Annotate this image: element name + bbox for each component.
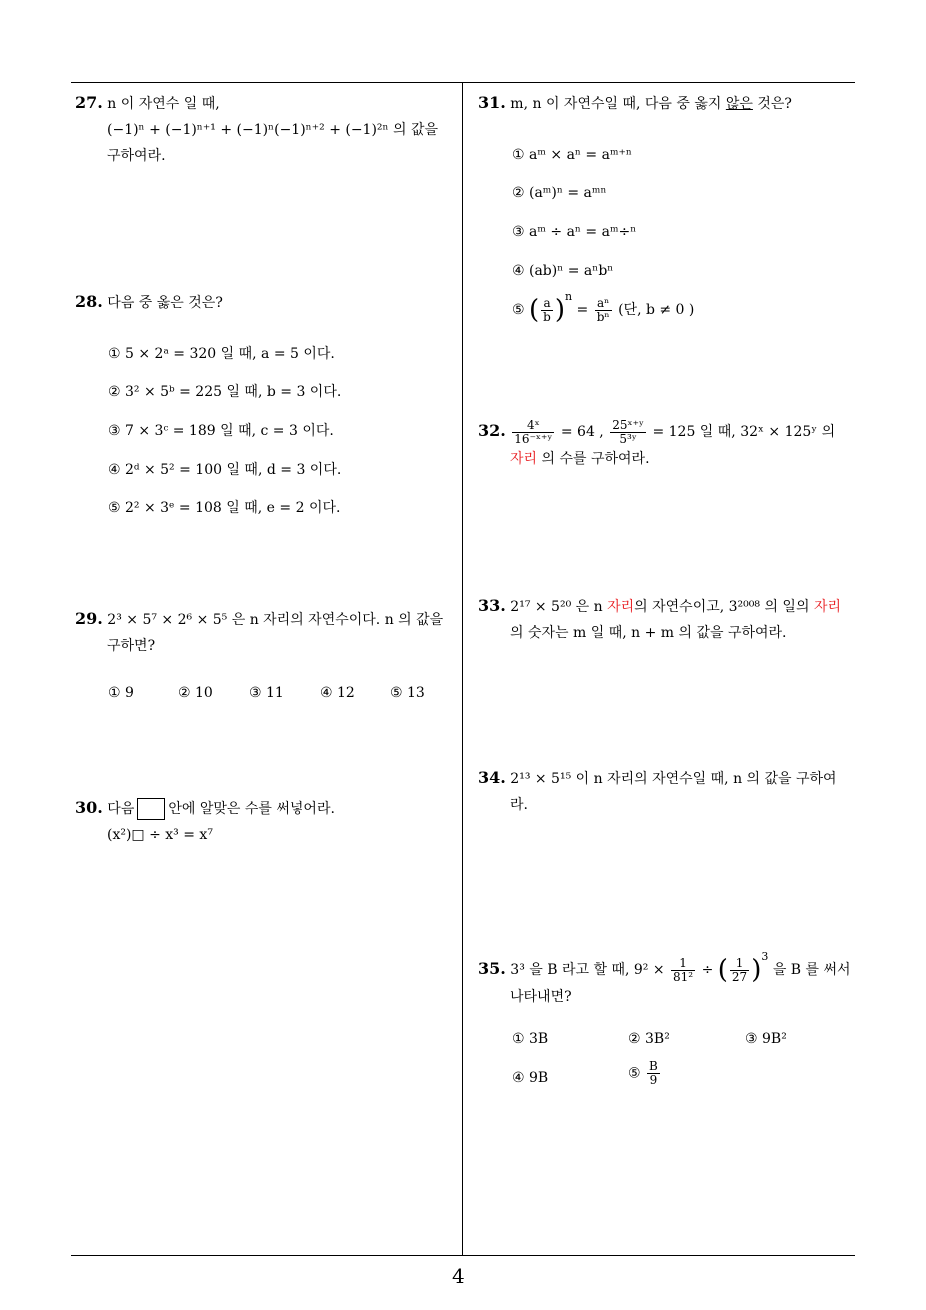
- question-number: 29.: [75, 609, 103, 628]
- right-paren: ): [554, 295, 566, 325]
- question-text: 2¹⁷ × 5²⁰ 은 n: [510, 599, 603, 615]
- fraction: [730, 957, 749, 984]
- question-text: 의 수를 구하여라.: [541, 450, 650, 467]
- denominator: 81²: [673, 969, 694, 984]
- option-1[interactable]: ① 5 × 2ᵃ = 320 일 때, a = 5 이다.: [108, 346, 335, 362]
- exponent: n: [565, 290, 573, 303]
- question-28: [75, 289, 460, 316]
- question-number: 34.: [478, 768, 506, 787]
- question-text: 다음: [107, 801, 135, 817]
- question-text: 다음 중 옳은 것은?: [107, 295, 223, 311]
- highlighted-word: 자리: [607, 599, 635, 615]
- question-text: 구하면?: [107, 638, 156, 654]
- highlighted-word: 자리: [510, 450, 538, 467]
- question-text: 2³ × 5⁷ × 2⁶ × 5⁵ 은 n 자리의 자연수이다. n 의 값을: [107, 612, 444, 628]
- option-5[interactable]: ⑤ 13: [390, 685, 425, 701]
- fraction: [671, 957, 695, 984]
- option-3[interactable]: ③ 7 × 3ᶜ = 189 일 때, c = 3 이다.: [108, 423, 334, 439]
- right-paren: ): [751, 955, 762, 985]
- question-number: 35.: [478, 959, 506, 978]
- numerator: 1: [671, 957, 695, 971]
- question-31: [478, 90, 858, 117]
- fraction: [541, 297, 553, 324]
- fraction: [512, 419, 554, 446]
- numerator: 1: [730, 957, 749, 971]
- option-2[interactable]: ② 10: [178, 685, 213, 701]
- question-27: [75, 90, 460, 169]
- question-text: = 64 ,: [560, 424, 604, 440]
- top-rule: [71, 82, 855, 83]
- denominator: 5³ʸ: [619, 431, 637, 446]
- question-number: 28.: [75, 292, 103, 311]
- option-5[interactable]: ⑤ 2² × 3ᵉ = 108 일 때, e = 2 이다.: [108, 500, 341, 516]
- denominator: 9: [649, 1073, 658, 1087]
- operator: ÷: [701, 962, 714, 978]
- question-29: [75, 606, 460, 659]
- left-paren: (: [717, 955, 728, 985]
- option-label: ⑤: [628, 1065, 641, 1082]
- question-text: 안에 알맞은 수를 써넣어라.: [168, 801, 335, 817]
- highlighted-word: 자리: [813, 599, 841, 615]
- option-1[interactable]: ① 9: [108, 685, 134, 701]
- question-number: 30.: [75, 798, 103, 817]
- option-3[interactable]: ③ 11: [249, 685, 284, 701]
- numerator: B: [649, 1059, 658, 1073]
- fraction: [610, 419, 646, 446]
- question-text: 나타내면?: [510, 988, 572, 1005]
- denominator: 16⁻ˣ⁺ʸ: [514, 431, 553, 446]
- left-paren: (: [529, 295, 540, 325]
- numerator: 4ˣ: [512, 419, 554, 433]
- option-4[interactable]: ④ (ab)ⁿ = aⁿbⁿ: [512, 263, 614, 279]
- question-text: = 125 일 때, 32ˣ × 125ʸ 의: [652, 424, 836, 440]
- option-label: ⑤: [512, 302, 525, 318]
- question-text: 3³ 을 B 라고 할 때, 9² ×: [510, 962, 665, 978]
- option-5[interactable]: ⑤ ( $\frac{a}{b}$ )$^n$ = $\frac{\text{aⁿ}}{\text{bⁿ}}$ (단, b ≠ 0 ): [512, 290, 695, 325]
- question-text: 을 B 를 써서: [772, 962, 851, 978]
- question-32: [478, 418, 863, 472]
- question-30: [75, 795, 460, 848]
- question-35: [478, 944, 863, 1010]
- option-5[interactable]: [628, 1060, 662, 1087]
- question-text: 라.: [510, 797, 528, 813]
- exponent: 3: [761, 950, 769, 963]
- bottom-rule: [71, 1255, 855, 1256]
- option-1[interactable]: ① 3B: [512, 1031, 549, 1047]
- option-2[interactable]: ② 3B²: [628, 1031, 670, 1047]
- fraction: [647, 1060, 660, 1087]
- underlined-word: 않은: [725, 96, 753, 112]
- numerator: aⁿ: [595, 297, 612, 311]
- option-4[interactable]: ④ 2ᵈ × 5² = 100 일 때, d = 3 이다.: [108, 462, 342, 478]
- fraction: [595, 297, 612, 324]
- denominator: 27: [731, 969, 748, 984]
- option-4[interactable]: ④ 9B: [512, 1070, 549, 1086]
- option-4[interactable]: ④ 12: [320, 685, 355, 701]
- question-text: 2¹³ × 5¹⁵ 이 n 자리의 자연수일 때, n 의 값을 구하여: [510, 771, 837, 787]
- question-text: 것은?: [752, 96, 792, 112]
- numerator: 25ˣ⁺ʸ: [612, 417, 644, 432]
- denominator: bⁿ: [596, 309, 610, 324]
- numerator: a: [541, 297, 553, 311]
- question-number: 33.: [478, 596, 506, 615]
- condition: (단, b ≠ 0 ): [618, 302, 695, 318]
- question-text: m, n 이 자연수일 때, 다음 중 옳지: [510, 96, 726, 112]
- question-34: [478, 765, 863, 818]
- option-3[interactable]: ③ aᵐ ÷ aⁿ = aᵐ÷ⁿ: [512, 224, 637, 240]
- question-text: 의 자연수이고, 3²⁰⁰⁸ 의 일의: [634, 599, 810, 615]
- question-33: [478, 593, 863, 646]
- question-text: 구하여라.: [107, 148, 166, 164]
- option-2[interactable]: ② (aᵐ)ⁿ = aᵐⁿ: [512, 185, 607, 201]
- question-number: 27.: [75, 93, 103, 112]
- column-divider: [462, 82, 463, 1256]
- option-3[interactable]: ③ 9B²: [745, 1031, 787, 1047]
- option-1[interactable]: ① aᵐ × aⁿ = aᵐ⁺ⁿ: [512, 147, 632, 163]
- question-text: 의 숫자는 m 일 때, n + m 의 값을 구하여라.: [510, 625, 787, 641]
- page-number: 4: [452, 1264, 465, 1288]
- question-number: 31.: [478, 93, 506, 112]
- question-text: (−1)ⁿ + (−1)ⁿ⁺¹ + (−1)ⁿ(−1)ⁿ⁺² + (−1)²ⁿ 의 값을: [107, 122, 439, 138]
- denominator: b: [543, 309, 551, 324]
- question-number: 32.: [478, 421, 506, 440]
- question-text: n 이 자연수 일 때,: [107, 96, 220, 112]
- equation: (x²)□ ÷ x³ = x⁷: [107, 827, 213, 843]
- option-2[interactable]: ② 3² × 5ᵇ = 225 일 때, b = 3 이다.: [108, 384, 342, 400]
- answer-box[interactable]: [137, 798, 165, 820]
